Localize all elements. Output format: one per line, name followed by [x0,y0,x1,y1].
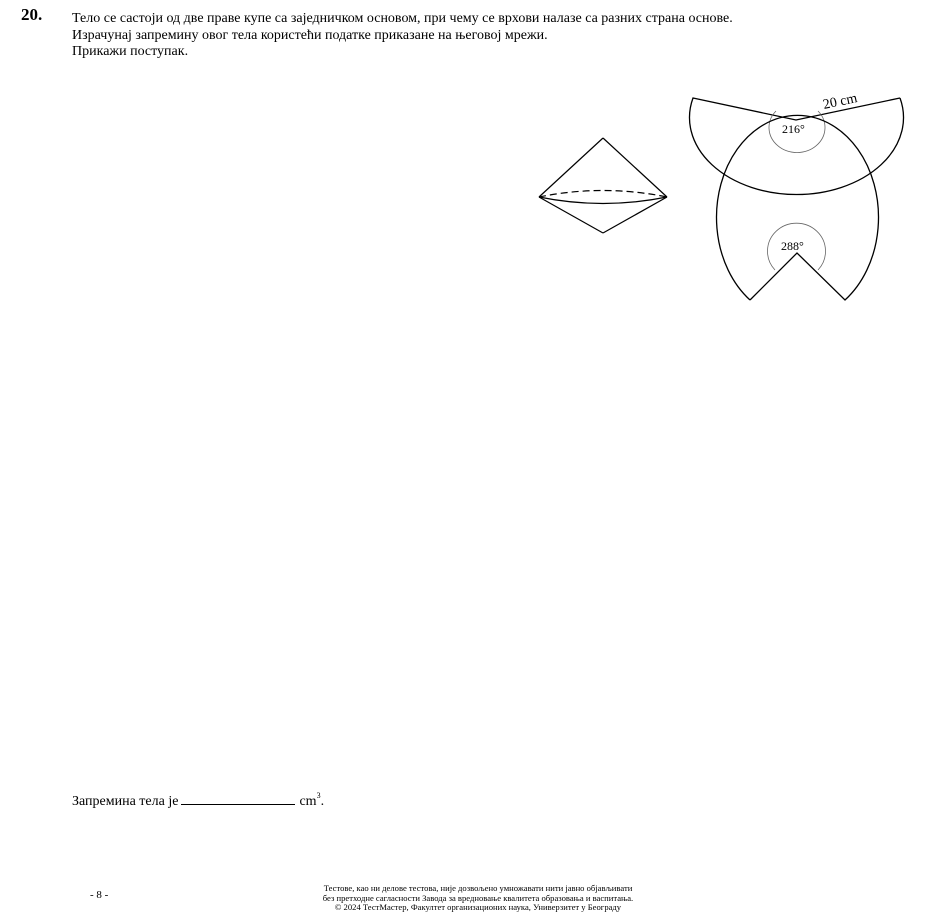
bicone-drawing [539,138,667,233]
answer-blank[interactable] [181,792,295,805]
bicone-base-front [539,197,667,204]
footer-line-3: © 2024 ТестМастер, Факултет организационих наука, Универзитет у Београду [334,902,622,912]
answer-unit: cm [299,794,317,809]
page-number: - 8 - [90,889,109,901]
slant-height-label: 20 cm [821,91,859,113]
answer-suffix: . [320,794,325,809]
bottom-sector-outline [716,115,878,300]
answer-prefix: Запремина тела је [72,794,179,809]
bicone-base-back [539,191,667,198]
answer-exponent: 3 [316,791,321,800]
problem-line-1: Тело се састоји од две праве купе са заједничком основом, при чему се врхови налазе са разних страна основе. [72,11,733,26]
top-angle-label: 216° [782,122,805,136]
problem-number: 20. [21,5,43,24]
footer-line-2: без претходне сагласности Завода за вредновање квалитета образовања и васпитања. [322,892,634,903]
bottom-cone-net [716,115,878,300]
bicone-upper-right-edge [603,138,667,197]
answer-line [72,787,324,811]
copyright-footer [248,884,708,913]
problem-line-3: Прикажи поступак. [72,44,189,59]
footer-line-1: Тестове, као ни делове тестова, није дозвољено умножавати нити јавно објављивати [323,883,633,893]
bottom-angle-label: 288° [781,239,804,253]
problem-line-2: Израчунај запремину овог тела користећи податке приказане на његовој мрежи. [72,27,548,43]
bicone-upper-left-edge [539,138,603,197]
